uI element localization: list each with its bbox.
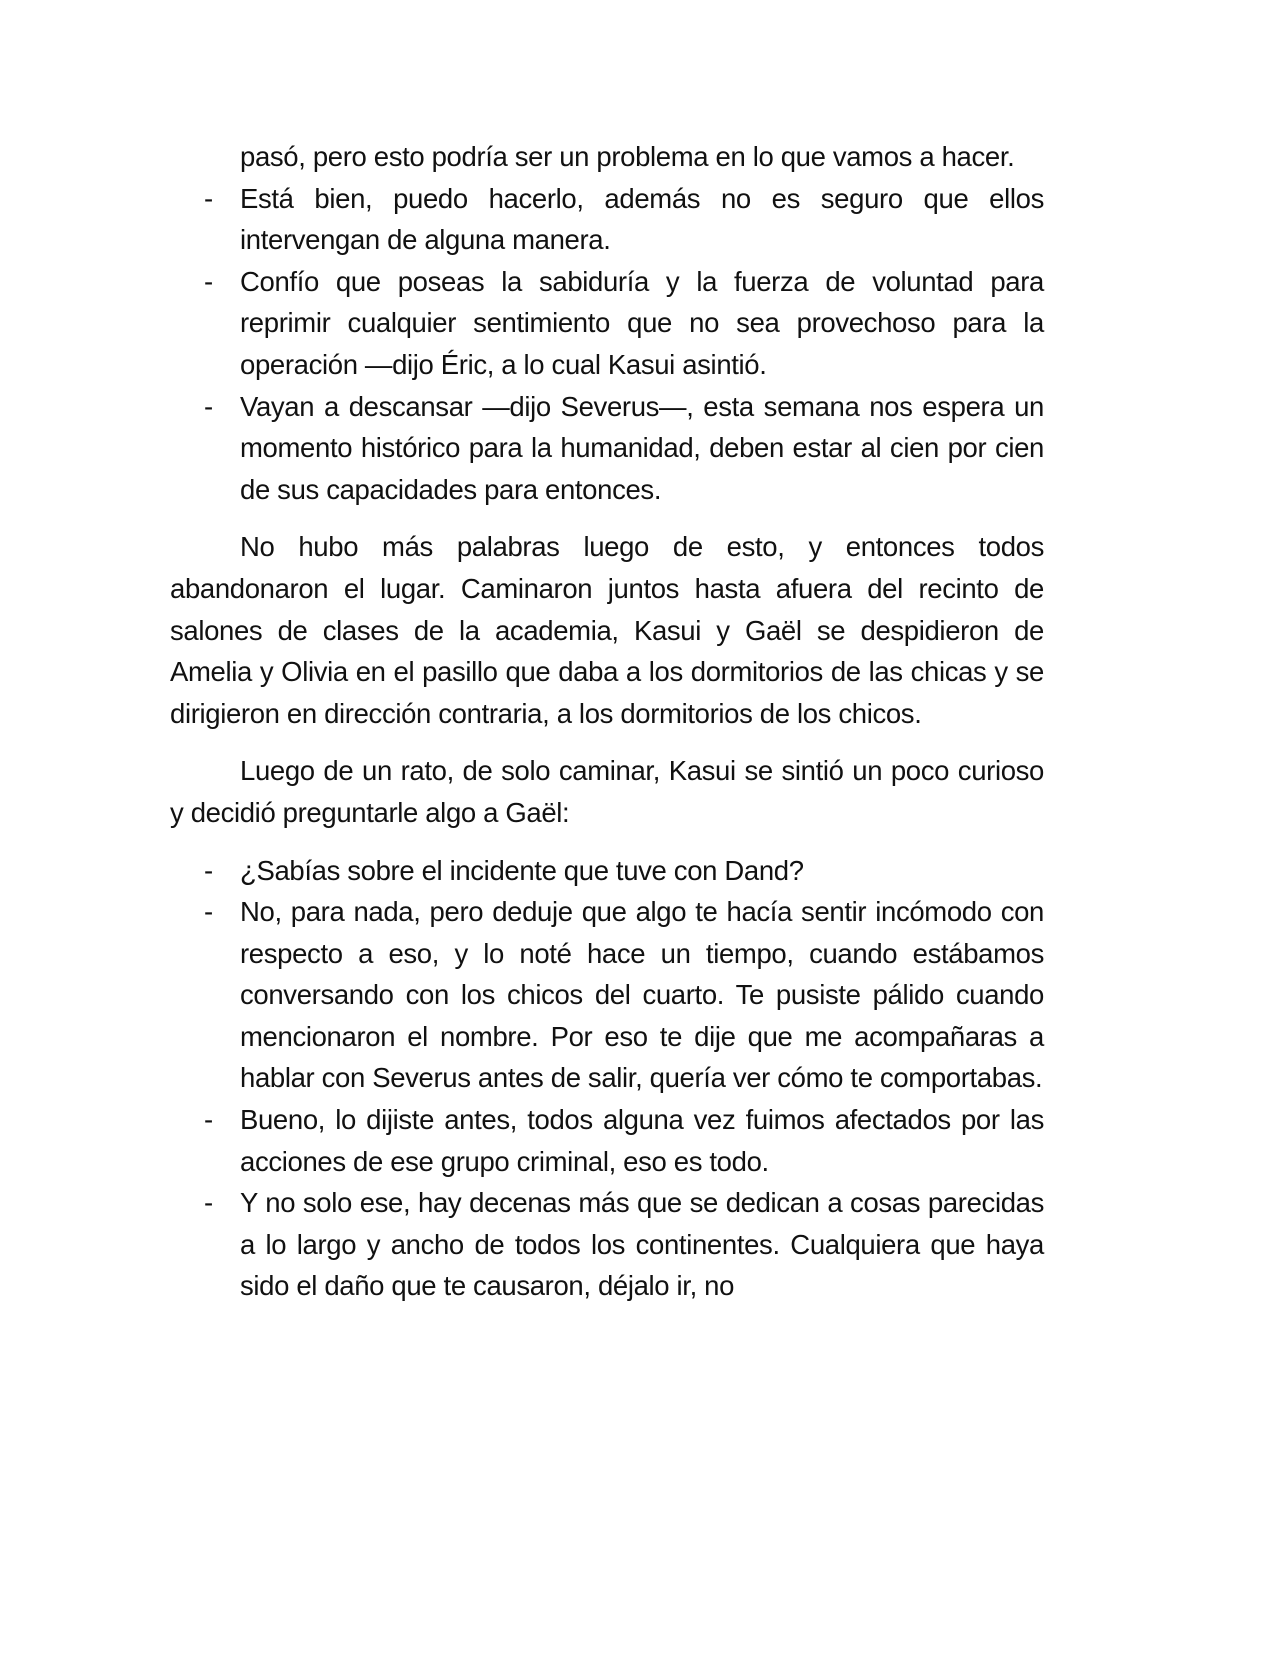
dialogue-line bbox=[170, 1099, 1044, 1182]
dash-bullet: - bbox=[204, 1104, 213, 1136]
dialogue-line-continuation bbox=[170, 136, 1044, 178]
dialogue-text: Bueno, lo dijiste antes, todos alguna vez fuimos afectados por las acciones de ese grupo criminal, eso es todo. bbox=[240, 1104, 1044, 1177]
dialogue-line bbox=[170, 850, 1044, 892]
dash-bullet: - bbox=[204, 1187, 213, 1219]
document-page bbox=[170, 136, 1044, 1307]
dialogue-line bbox=[170, 1182, 1044, 1307]
dash-bullet: - bbox=[204, 265, 213, 297]
dash-bullet: - bbox=[204, 390, 213, 422]
dialogue-text: Confío que poseas la sabiduría y la fuerza de voluntad para reprimir cualquier sentimiento que no sea provechoso para la operación —dijo Éric, a lo cual Kasui asintió. bbox=[240, 265, 1044, 380]
dialogue-line bbox=[170, 261, 1044, 386]
dialogue-text: Está bien, puedo hacerlo, además no es seguro que ellos intervengan de alguna manera. bbox=[240, 182, 1044, 256]
narrative-paragraph: No hubo más palabras luego de esto, y entonces todos abandonaron el lugar. Caminaron juntos hasta afuera del recinto de salones de clases de la academia, Kasui y Gaël se despidieron de Amelia y Olivia en el pasillo que daba a los dormitorios de las chicas y se dirigieron en dirección contraria, a los dormitorios de los chicos. bbox=[170, 531, 1044, 729]
dialogue-block-2 bbox=[170, 850, 1044, 1308]
dialogue-text: pasó, pero esto podría ser un problema en lo que vamos a hacer. bbox=[240, 141, 1015, 172]
dialogue-text: Vayan a descansar —dijo Severus—, esta semana nos espera un momento histórico para la humanidad, deben estar al cien por cien de sus capacidades para entonces. bbox=[240, 390, 1044, 505]
dialogue-line bbox=[170, 891, 1044, 1099]
dash-bullet: - bbox=[204, 896, 213, 928]
dialogue-line bbox=[170, 178, 1044, 261]
dialogue-text: ¿Sabías sobre el incidente que tuve con Dand? bbox=[240, 854, 804, 886]
dash-bullet: - bbox=[204, 854, 213, 886]
dialogue-line bbox=[170, 386, 1044, 511]
narrative-paragraph: Luego de un rato, de solo caminar, Kasui se sintió un poco curioso y decidió preguntarle algo a Gaël: bbox=[170, 755, 1044, 828]
dialogue-block-1 bbox=[170, 136, 1044, 510]
dialogue-text: No, para nada, pero deduje que algo te hacía sentir incómodo con respecto a eso, y lo noté hace un tiempo, cuando estábamos conversando con los chicos del cuarto. Te pusiste pálido cuando mencionaron el nombre. Por eso te dije que me acompañaras a hablar con Severus antes de salir, quería ver cómo te comportabas. bbox=[240, 896, 1044, 1094]
dash-bullet: - bbox=[204, 182, 213, 214]
dialogue-text: Y no solo ese, hay decenas más que se dedican a cosas parecidas a lo largo y ancho de todos los continentes. Cualquiera que haya sido el daño que te causaron, déjalo ir, no bbox=[240, 1187, 1044, 1302]
